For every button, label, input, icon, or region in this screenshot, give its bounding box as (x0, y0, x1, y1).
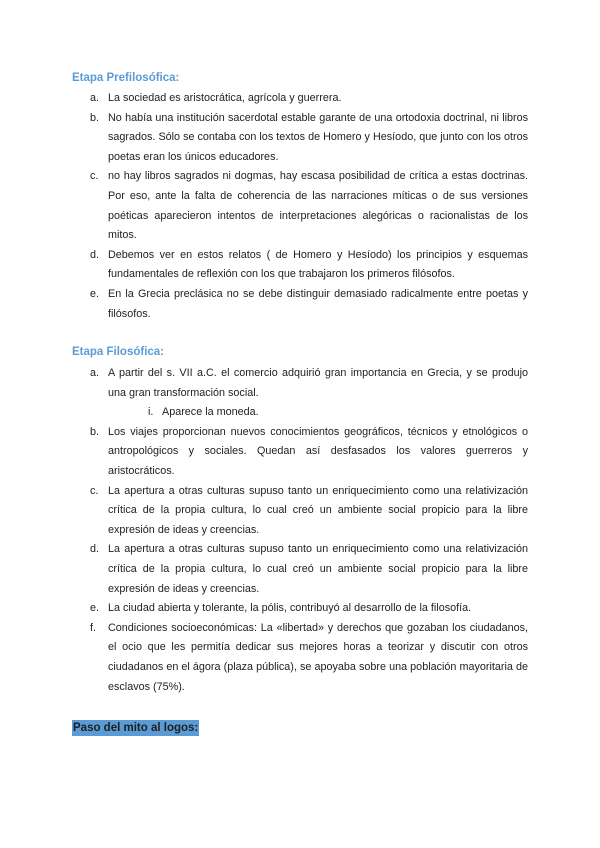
list-marker: e. (90, 287, 100, 300)
prefilosofica-list (72, 89, 528, 324)
list-marker: d. (90, 248, 100, 261)
list-marker: d. (90, 543, 100, 556)
list-item-text: A partir del s. VII a.C. el comercio adquirió gran importancia en Grecia, y se produjo una gran transformación social. (108, 367, 528, 399)
list-item-text: La ciudad abierta y tolerante, la pólis, contribuyó al desarrollo de la filosofía. (108, 602, 472, 615)
list-item-text: Los viajes proporcionan nuevos conocimientos geográficos, técnicos y etnológicos o antropológicos y sociales. Quedan así desfasados los valores guerreros y aristocráticos. (108, 425, 528, 477)
list-marker: f. (90, 621, 96, 634)
list-marker: b. (90, 111, 100, 124)
list-marker: c. (90, 170, 99, 183)
list-item-text: Debemos ver en estos relatos ( de Homero y Hesíodo) los principios y esquemas fundamentales de reflexión con los que trabajaron los primeros filósofos. (108, 248, 528, 281)
list-item (72, 109, 528, 168)
section-heading-filosofica: Etapa Filosófica: (72, 346, 165, 358)
list-item-text: La apertura a otras culturas supuso tanto un enriquecimiento como una relativización crítica de la propia cultura, lo cual creó un ambiente social propicio para la libre expresión de ideas y creencias. (108, 543, 528, 595)
list-item-text: La sociedad es aristocrática, agrícola y guerrera. (108, 92, 342, 104)
list-item-text: Condiciones socioeconómicas: La «libertad» y derechos que gozaban los ciudadanos, el ocio que les permitía dedicar sus mejores horas a teorizar y discutir con otros ciudadanos en el ágora (plaza pública), se apoyaba sobre una población mayoritaria de esclavos (75%). (108, 621, 528, 693)
list-item-text: En la Grecia preclásica no se debe distinguir demasiado radicalmente entre poetas y filósofos. (108, 287, 528, 320)
list-subitem (72, 403, 528, 423)
list-item (72, 540, 528, 599)
list-item (72, 167, 528, 245)
list-marker: a. (90, 92, 100, 104)
list-marker: e. (90, 602, 100, 615)
list-item (72, 285, 528, 324)
list-item (72, 364, 528, 403)
list-marker: b. (90, 425, 100, 438)
list-item (72, 423, 528, 482)
list-item (72, 89, 528, 109)
list-item-text: No había una institución sacerdotal estable garante de una ortodoxia doctrinal, ni libros sagrados. Sólo se contaba con los textos de Homero y Hesíodo, que junto con los otros poetas eran los únicos educadores. (108, 111, 528, 163)
closing-heading: Paso del mito al logos: (73, 722, 199, 734)
section-heading-prefilosofica: Etapa Prefilosófica: (72, 72, 180, 84)
list-marker: a. (90, 367, 100, 379)
list-item (72, 619, 528, 697)
list-marker: i. (148, 406, 154, 419)
list-item-text: Aparece la moneda. (162, 406, 259, 419)
filosofica-list (72, 364, 528, 697)
list-item (72, 246, 528, 285)
list-marker: c. (90, 484, 99, 497)
list-item (72, 599, 528, 619)
list-item-text: no hay libros sagrados ni dogmas, hay escasa posibilidad de crítica a estas doctrinas. Por eso, ante la falta de coherencia de las narraciones míticas o de sus versiones poéticas aparecieron intentos de interpretaciones alegóricas o racionalistas de los mitos. (108, 170, 528, 242)
list-item-text: La apertura a otras culturas supuso tanto un enriquecimiento como una relativización crítica de la propia cultura, lo cual creó un ambiente social propicio para la libre expresión de ideas y creencias. (108, 484, 528, 536)
list-item (72, 482, 528, 541)
